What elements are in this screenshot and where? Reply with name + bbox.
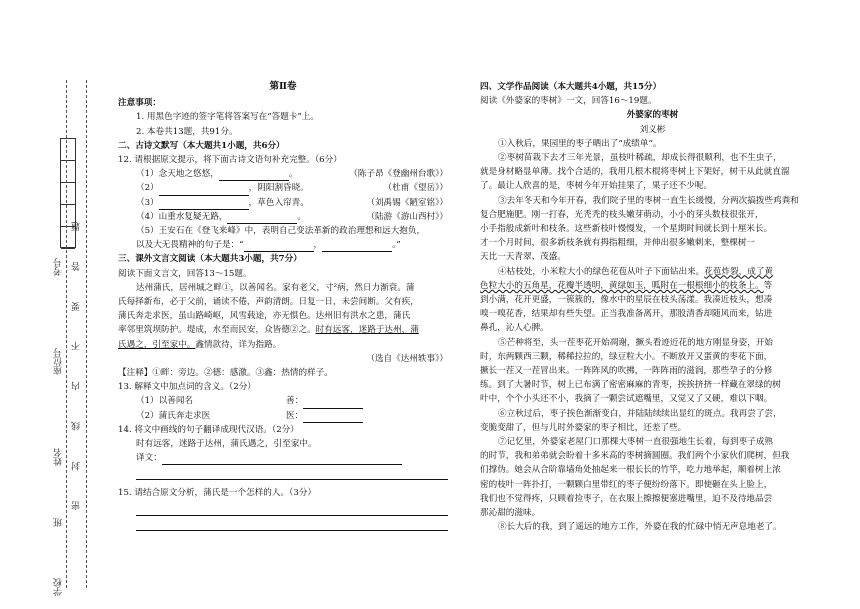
paragraph-4-line: 色粒大小的五角星，花瓣半透明，黄绿如玉，呱附在一根根细小的枝条上。等: [480, 280, 773, 291]
seal-text: 密 封 线 内 不 要 答 题: [72, 208, 82, 511]
q14-sentence: 时有远客，迷路于达州，蒲氏遇之，引至家中。: [136, 439, 317, 450]
question-13: 13. 解释文中加点词的含义。（2分）: [118, 382, 256, 393]
reading-intro: 阅读下面文言文，回答13～15题。: [118, 268, 252, 279]
volume-title: 第Ⅱ卷: [269, 81, 297, 92]
paragraph-3-line: 才一个月时间，很多新枝条就有拇指粗细，并伸出很多嫩刺来，整棵树一: [480, 238, 756, 249]
q12-item-3: （3） ，草色入帘青。 （刘禹锡《陋室铭》）: [118, 196, 448, 210]
q12-item-5-cont: 以及大无畏精神的句子是：“ ， 。”: [118, 238, 448, 252]
paragraph-7-line: 的时节，我和弟弟就会盼着十多米高的枣树摘圆圈。我们两个小家伙们爬树，但我: [480, 451, 790, 462]
notes-heading: 注意事项：: [118, 98, 161, 109]
q12-item-4: （4）山重水复疑无路， 。 （陆游《游山西村》）: [118, 210, 448, 224]
article-author: 刘义彬: [639, 124, 666, 135]
q12-item-2: （2） ，阴阳割昏晓。 （杜甫《望岳》）: [118, 181, 448, 195]
q12-5-blank-2[interactable]: [322, 251, 392, 252]
paragraph-6-line: 变脆变甜了，但与儿时外婆家的枣子相比，还差了些。: [480, 422, 687, 433]
paragraph-4: ④枯枝处，小米粒大小的绿色花苞从叶子下面钻出来。花苞炸裂，成了黄: [498, 266, 774, 277]
q14-answer: 译文：: [118, 451, 448, 465]
paragraph-6: ⑥立秋过后，枣子挨色渐渐变白，并陆陆续续出显红的斑点。我再尝了尝，: [498, 408, 782, 419]
question-15: 15. 请结合原文分析，蒲氏是一个怎样的人。（3分）: [118, 488, 317, 499]
q13-item-2: （2）蒲氏奔走求医 医：: [118, 409, 448, 423]
paragraph-5-line: 撅长一茬又一茬冒出来。一阵阵风的吹拂，一阵阵雨的滋润，那些孕子的分修: [480, 366, 773, 377]
q14-answer-blank[interactable]: [162, 464, 402, 465]
seal-line-inner: [86, 80, 87, 588]
note-2: 2. 本卷共13题，共91分。: [136, 126, 238, 137]
exam-no-label: 考号: [54, 258, 64, 276]
name-label: 姓名: [54, 448, 64, 466]
section-2-heading: 二、古诗文默写（本大题共1小题，共6分）: [118, 140, 285, 151]
passage-line-1: 达州蒲氏，居州城之畔①，以善闻名。家有老父，寸²病，然日力渐衰。蒲: [136, 282, 415, 293]
question-14: 14. 将文中画线的句子翻译成现代汉语。（2分）: [118, 424, 299, 435]
seal-line: [66, 80, 67, 588]
paragraph-7-line: 我们也不觉得疼，只顾着捡枣子，在衣服上擦擦便塞进嘴里，迫不及待地品尝: [480, 493, 773, 504]
q12-item-1: （1）念天地之悠悠， 。 （陈子昂《登幽州台歌》）: [118, 167, 448, 181]
paragraph-7-line: 那沁甜的滋味。: [480, 508, 541, 519]
paragraph-3-line: 天比一天青翠、茂盛。: [480, 252, 566, 263]
q15-answer-line-1[interactable]: [136, 503, 448, 516]
section-4-intro: 阅读《外婆家的枣树》一文，回答16～19题。: [480, 96, 657, 107]
q13-item-1: （1）以善闻名 善：: [118, 394, 448, 408]
paragraph-2-line: 就是身材略显单薄。找个合适的，我用几根木棍将枣树上下架好，树干从此就直溜: [480, 167, 790, 178]
left-column: [118, 80, 448, 531]
paragraph-7-line: 们撑伪。她会从合阶靠墙角处抽起来一根长长的竹竿，吃力地举起，顺着树上浓: [480, 465, 781, 476]
paragraph-4-line: 嗅一嗅花香，结果却有些失望。正当我准备离开，那股清香却随风而来，钻进: [480, 309, 773, 320]
question-12: 12. 请根据原文提示，将下面古诗文语句补充完整。（6分）: [118, 155, 342, 166]
school-label: 学校: [54, 578, 64, 596]
binding-margin: [30, 58, 118, 598]
section-3-heading: 三、课外文言文阅读（本大题共3小题，共7分）: [118, 254, 302, 265]
paragraph-5-line: 叶中，个个小头还不小，我摘了一颗尝试遮嘴里，又觉又了又硬，难以下咽。: [480, 394, 773, 405]
paragraph-7: ⑦记忆里，外婆家老屋门口那棵大枣树一直很强地生长着，每到枣子成熟: [498, 437, 774, 448]
q12-item-5: （5）王安石在《登飞来峰》中，表明自己变法革新的政治理想和远大抱负，: [136, 226, 426, 237]
passage-line-5: 氏遇之，引至家中。鑫情款待，详为指路。: [118, 339, 282, 350]
paragraph-2: ②枣树苗栽下去才三年光景，虽枝叶稀疏，却成长得很顺利，也不生虫子，: [498, 153, 782, 164]
paragraph-8: ⑧长大后的我，到了遥远的地方工作，外婆在我的忙碌中悄无声息地老了。: [498, 522, 782, 533]
q15-answer-line-2[interactable]: [136, 518, 448, 531]
paragraph-3-line: 小手指般成新叶和枝条。这些新枝叶慢慢发，一个星期时间就长到十厘米长。: [480, 224, 773, 235]
passage-line-3: 蒲氏奔走求医，虽山路崎岖，风雪载途，亦无惧色。达州旧有洪水之患，蒲氏: [118, 311, 411, 322]
paragraph-5: ⑤芒种将至，头一茬枣花开始凋谢，撅头看迹近花的地方刚显身姿，开始: [498, 337, 774, 348]
section-4-heading: 四、文学作品阅读（本大题共4小题，共15分）: [480, 82, 662, 92]
passage-notes: 【注释】①畔：旁边。②德：感激。③鑫：热情的样子。: [118, 368, 333, 379]
paragraph-3-line: 复合肥施肥。刚一打春，光秃秃的枝头嫩芽萌动，小小的芽头数枝很张开，: [480, 209, 764, 220]
paragraph-1: ①入秋后，果园里的枣子晒出了“成绩单”。: [498, 138, 662, 149]
article-title: 外婆家的枣树: [626, 110, 679, 121]
paragraph-5-line: 时，东两颗西三颗，稀稀拉拉的，绿豆粒大小。不断放开又蛋黄的枣花下面，: [480, 351, 773, 362]
class-label: 班: [54, 518, 64, 527]
paragraph-2-line: 了。最让人欣喜的是，枣树今年开始挂果了，果子还不少呢。: [480, 181, 713, 192]
paragraph-4-line: 到小满，花开更盛，一簇簇的，像水中的星辰在枝头荡漾。我凑近枝头，想凑: [480, 295, 773, 306]
seat-label: 座位号: [54, 348, 64, 375]
paragraph-4-line: 鼻孔，沁人心脾。: [480, 323, 549, 334]
paragraph-3: ③去年冬天和今年开春，我们院子里的枣树一直生长缓慢，分两次搞拨些鸡粪和: [498, 195, 799, 206]
q13-2-blank[interactable]: [303, 422, 363, 423]
passage-line-2: 氏每择新布，必于父前，诵读不倦，声韵清朗。日复一日，未尝间断。父有疾，: [118, 297, 419, 308]
q14-answer-line[interactable]: [136, 467, 448, 480]
note-1: 1. 用黑色字迹的签字笔将答案写在“答题卡”上。: [136, 112, 319, 123]
passage-line-4: 率邻里筑坝防护。堤成，水至而民安，众皆德②之。时有远客，迷路于达州，蒲: [118, 325, 419, 336]
right-column: [480, 80, 825, 535]
paragraph-5-line: 练。到了大暑时节，树上已布满了密密麻麻的青枣，挨挨挤挤一样藏在翠绿的树: [480, 380, 781, 391]
passage-source: （选自《达州轶事》）: [366, 353, 448, 364]
paragraph-7-line: 密的枝叶一阵扑打，一颗颗白里带红的枣子便纷纷落下。即使砸在头上脸上，: [480, 479, 773, 490]
